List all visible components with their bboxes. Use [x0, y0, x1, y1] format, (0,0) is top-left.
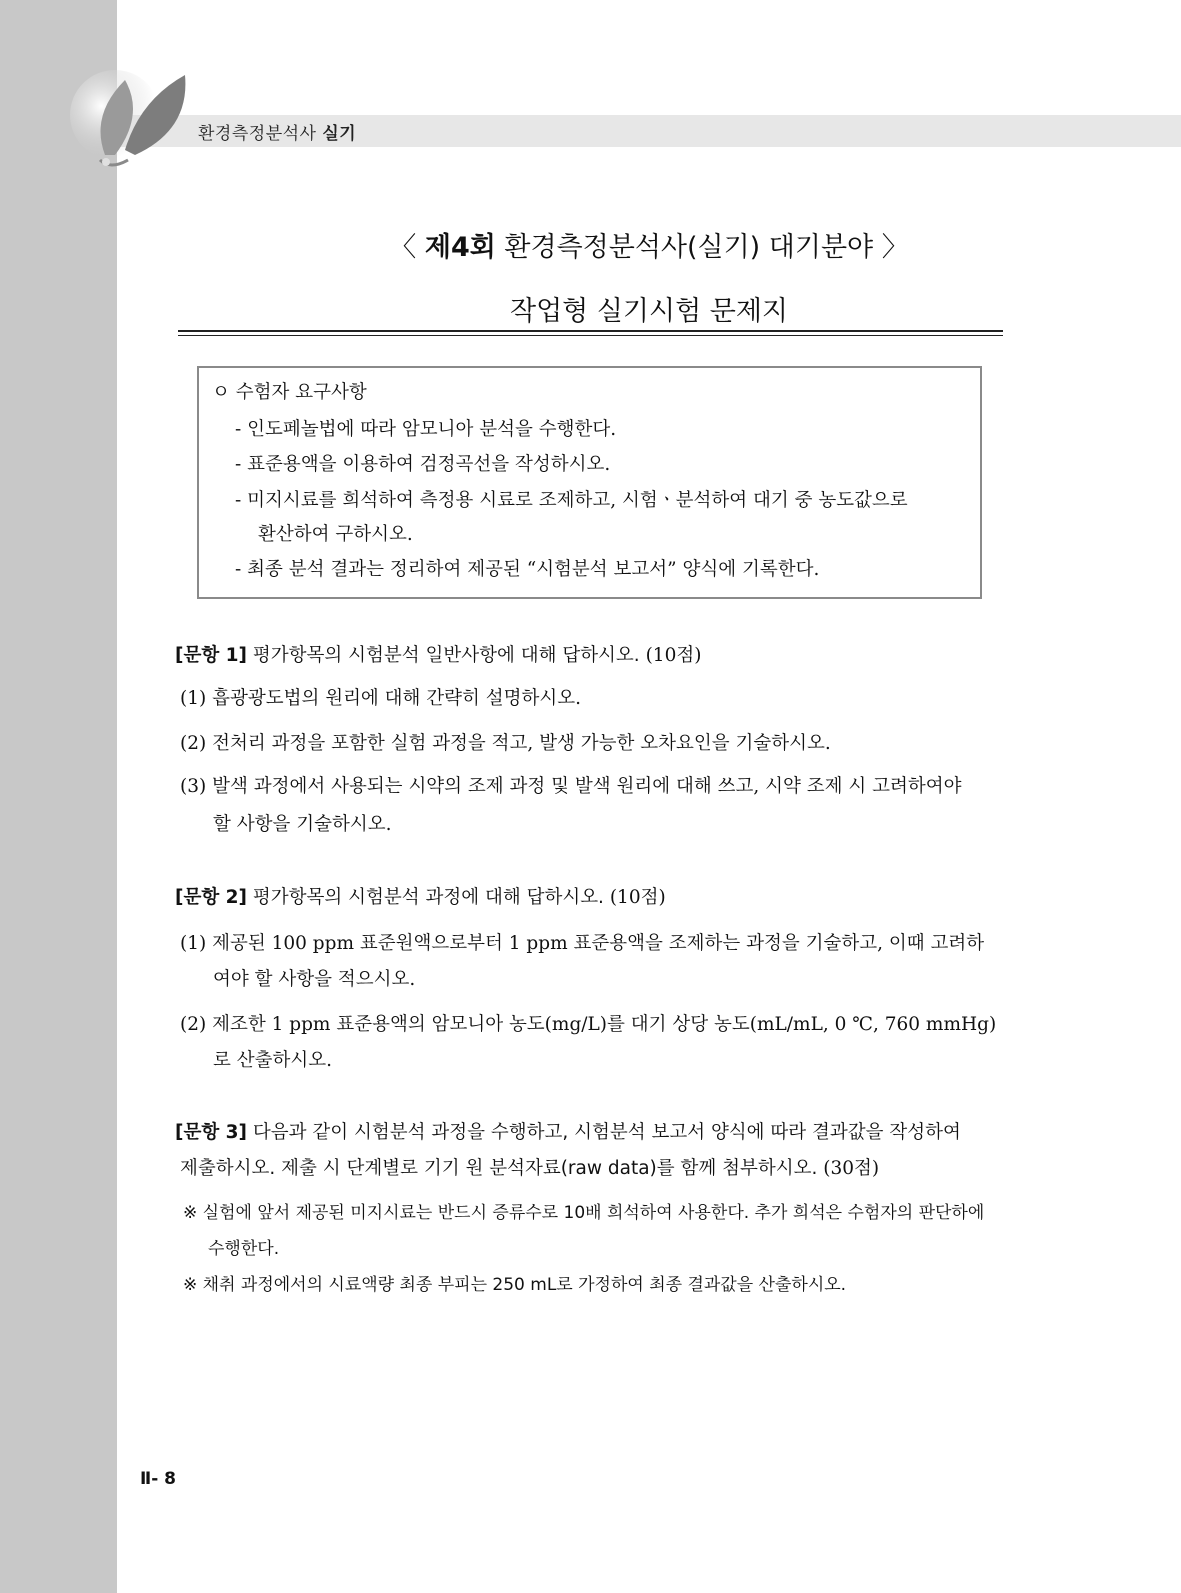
question-1-item: (1) 흡광광도법의 원리에 대해 간략히 설명하시오.: [180, 688, 582, 709]
title-rule-thin: [178, 335, 1003, 336]
page-number: Ⅱ- 8: [140, 1469, 177, 1489]
book-title: 환경측정분석사: [198, 124, 317, 144]
question-2-text: 평가항목의 시험분석 과정에 대해 답하시오.: [252, 887, 604, 908]
question-3-note: ※ 채취 과정에서의 시료액량 최종 부피는 250 mL로 가정하여 최종 결과값을 산출하시오.: [183, 1275, 847, 1295]
title-open-bracket: 〈: [389, 232, 417, 263]
question-3-label: [문항 3]: [175, 1122, 247, 1143]
question-1-heading: [175, 641, 701, 667]
title-name: 환경측정분석사(실기) 대기분야: [504, 232, 874, 263]
question-2-item: (1) 제공된 100 ppm 표준원액으로부터 1 ppm 표준용액을 조제하는 과정을 기술하고, 이때 고려하: [180, 933, 985, 954]
question-1-points: (10점): [645, 645, 702, 666]
requirement-item: - 미지시료를 희석하여 측정용 시료로 조제하고, 시험ㆍ분석하여 대기 중 농도값으로: [235, 490, 908, 511]
requirement-item: - 표준용액을 이용하여 검정곡선을 작성하시오.: [235, 454, 611, 475]
question-2-item-continued: 로 산출하시오.: [213, 1050, 332, 1071]
requirements-heading: ㅇ 수험자 요구사항: [212, 382, 367, 403]
question-3-heading-line2: [180, 1154, 879, 1180]
question-1-item-continued: 할 사항을 기술하시오.: [213, 814, 392, 835]
question-1-text: 평가항목의 시험분석 일반사항에 대해 답하시오.: [252, 645, 640, 666]
question-3-text-line1: 다음과 같이 시험분석 과정을 수행하고, 시험분석 보고서 양식에 따라 결과값을 작성하여: [252, 1122, 961, 1143]
question-1-item: (3) 발색 과정에서 사용되는 시약의 조제 과정 및 발색 원리에 대해 쓰고, 시약 조제 시 고려하여야: [180, 776, 962, 797]
question-3-heading: [175, 1118, 961, 1144]
requirement-item: - 최종 분석 결과는 정리하여 제공된 “시험분석 보고서” 양식에 기록한다.: [235, 559, 820, 580]
question-2-heading: [175, 883, 666, 909]
question-3-note: ※ 실험에 앞서 제공된 미지시료는 반드시 증류수로 10배 희석하여 사용한다. 추가 희석은 수험자의 판단하에: [183, 1203, 985, 1223]
header-title: [198, 119, 356, 144]
book-subtitle: 실기: [322, 124, 357, 144]
exam-subtitle: 작업형 실기시험 문제지: [510, 296, 788, 327]
question-1-label: [문항 1]: [175, 645, 247, 666]
question-2-label: [문항 2]: [175, 887, 247, 908]
leaf-logo-icon: [70, 60, 210, 180]
question-2-item: (2) 제조한 1 ppm 표준용액의 암모니아 농도(mg/L)를 대기 상당 농도(mL/mL, 0 ℃, 760 mmHg): [180, 1014, 997, 1035]
title-close-bracket: 〉: [881, 232, 909, 263]
title-rule-thick: [178, 330, 1003, 332]
requirement-item: - 인도페놀법에 따라 암모니아 분석을 수행한다.: [235, 419, 617, 440]
page-side-band: [0, 0, 117, 1593]
requirement-item-continued: 환산하여 구하시오.: [258, 524, 413, 545]
question-2-item-continued: 여야 할 사항을 적으시오.: [213, 969, 416, 990]
title-round-label: 제4회: [424, 232, 496, 263]
question-1-item: (2) 전처리 과정을 포함한 실험 과정을 적고, 발생 가능한 오차요인을 기술하시오.: [180, 733, 831, 754]
question-2-points: (10점): [609, 887, 666, 908]
question-3-note-continued: 수행한다.: [208, 1239, 280, 1259]
question-3-points: (30점): [823, 1158, 880, 1179]
exam-title: [117, 225, 1181, 264]
question-3-text-line2: 제출하시오. 제출 시 단계별로 기기 원 분석자료(raw data)를 함께 첨부하시오.: [180, 1158, 818, 1179]
